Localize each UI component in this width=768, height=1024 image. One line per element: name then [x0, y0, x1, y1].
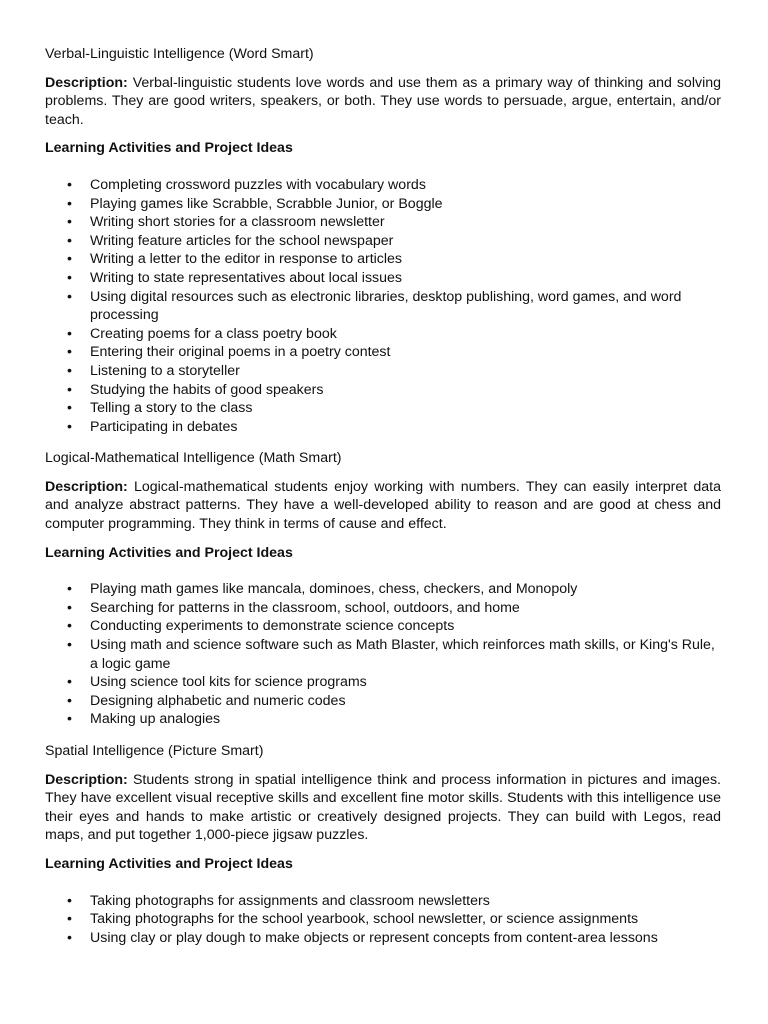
list-item	[45, 636, 721, 673]
list-item-text: Creating poems for a class poetry book	[90, 325, 337, 342]
list-item	[45, 343, 721, 362]
list-item-text: Using science tool kits for science programs	[90, 674, 367, 691]
list-item	[45, 673, 721, 692]
list-item-text: Conducting experiments to demonstrate science concepts	[90, 618, 455, 635]
bullet-icon: •	[67, 929, 72, 946]
list-item-text: Playing math games like mancala, dominoes, chess, checkers, and Monopoly	[90, 581, 578, 598]
list-item	[45, 381, 721, 400]
bullet-icon: •	[67, 418, 72, 435]
list-item	[45, 580, 721, 599]
list-item-text: Writing short stories for a classroom newsletter	[90, 214, 385, 231]
list-item-text: Completing crossword puzzles with vocabulary words	[90, 176, 426, 193]
list-item-text: Telling a story to the class	[90, 400, 253, 417]
bullet-icon: •	[67, 362, 72, 379]
bullet-icon: •	[67, 911, 72, 928]
activities-heading: Learning Activities and Project Ideas	[45, 855, 293, 872]
list-item	[45, 599, 721, 618]
bullet-icon: •	[67, 232, 72, 249]
list-item-text: Using math and science software such as Math Blaster, which reinforces math skills, or King's Rule, a logic game	[90, 637, 715, 672]
list-item-text: Taking photographs for the school yearbook, school newsletter, or science assignments	[90, 911, 639, 928]
description-label: Description:	[45, 478, 128, 495]
list-item-text: Writing to state representatives about local issues	[90, 269, 403, 286]
bullet-icon: •	[67, 400, 72, 417]
section-description	[45, 771, 721, 845]
list-item	[45, 195, 721, 214]
bullet-icon: •	[67, 674, 72, 691]
bullet-icon: •	[67, 711, 72, 728]
list-item-text: Searching for patterns in the classroom, school, outdoors, and home	[90, 599, 520, 616]
bullet-icon: •	[67, 892, 72, 909]
list-item-text: Using digital resources such as electronic libraries, desktop publishing, word games, and word processing	[90, 288, 682, 324]
list-item	[45, 269, 721, 288]
section-title: Logical-Mathematical Intelligence (Math Smart)	[45, 450, 342, 467]
list-item-text: Taking photographs for assignments and classroom newsletters	[90, 892, 490, 909]
list-item-text: Playing games like Scrabble, Scrabble Junior, or Boggle	[90, 195, 443, 212]
bullet-icon: •	[67, 288, 72, 305]
bullet-icon: •	[67, 269, 72, 286]
activities-list	[45, 580, 721, 729]
list-item	[45, 213, 721, 232]
list-item	[45, 929, 721, 948]
bullet-icon: •	[67, 344, 72, 361]
section-spatial	[45, 742, 721, 947]
bullet-icon: •	[67, 325, 72, 342]
bullet-icon: •	[67, 195, 72, 212]
activities-list	[45, 176, 721, 436]
list-item-text: Listening to a storyteller	[90, 362, 240, 379]
list-item-text: Writing a letter to the editor in response to articles	[90, 251, 403, 268]
description-text: Students strong in spatial intelligence think and process information in pictures and images. They have excellent visual receptive skills and excellent fine motor skills. Students with this intelligence use their eyes and hands to make artistic or creatively designed projects. They can build with Legos, read maps, and put together 1,000-piece jigsaw puzzles.	[45, 771, 721, 844]
list-item-text: Making up analogies	[90, 711, 221, 728]
bullet-icon: •	[67, 581, 72, 598]
activities-list	[45, 892, 721, 948]
section-description	[45, 74, 721, 130]
section-description	[45, 478, 721, 534]
bullet-icon: •	[67, 251, 72, 268]
bullet-icon: •	[67, 618, 72, 635]
list-item-text: Using clay or play dough to make objects or represent concepts from content-area lessons	[90, 929, 658, 946]
bullet-icon: •	[67, 692, 72, 709]
description-label: Description:	[45, 74, 128, 91]
list-item	[45, 232, 721, 251]
list-item	[45, 176, 721, 195]
list-item-text: Entering their original poems in a poetry contest	[90, 344, 391, 361]
list-item	[45, 362, 721, 381]
list-item	[45, 325, 721, 344]
list-item-text: Designing alphabetic and numeric codes	[90, 692, 346, 709]
description-label: Description:	[45, 771, 128, 788]
list-item	[45, 892, 721, 911]
list-item	[45, 399, 721, 418]
list-item	[45, 617, 721, 636]
section-logical-mathematical	[45, 449, 721, 729]
description-text: Verbal-linguistic students love words and use them as a primary way of thinking and solving problems. They are good writers, speakers, or both. They use words to persuade, argue, entertain, and/or teach.	[45, 74, 721, 128]
list-item-text: Studying the habits of good speakers	[90, 381, 324, 398]
bullet-icon: •	[67, 599, 72, 616]
activities-heading: Learning Activities and Project Ideas	[45, 544, 293, 561]
section-title: Verbal-Linguistic Intelligence (Word Smart)	[45, 46, 314, 62]
bullet-icon: •	[67, 214, 72, 231]
list-item-text: Participating in debates	[90, 418, 238, 435]
list-item	[45, 710, 721, 729]
list-item	[45, 418, 721, 437]
list-item-text: Writing feature articles for the school newspaper	[90, 232, 394, 249]
section-title: Spatial Intelligence (Picture Smart)	[45, 743, 264, 759]
bullet-icon: •	[67, 176, 72, 193]
description-text: Logical-mathematical students enjoy working with numbers. They can easily interpret data and analyze abstract patterns. They have a well-developed ability to reason and are good at chess and computer programming. They think in terms of cause and effect.	[45, 478, 721, 533]
activities-heading: Learning Activities and Project Ideas	[45, 140, 293, 157]
bullet-icon: •	[67, 381, 72, 398]
list-item	[45, 250, 721, 269]
bullet-icon: •	[67, 637, 72, 654]
list-item	[45, 910, 721, 929]
list-item	[45, 288, 721, 325]
list-item	[45, 692, 721, 711]
section-verbal-linguistic	[45, 45, 721, 436]
